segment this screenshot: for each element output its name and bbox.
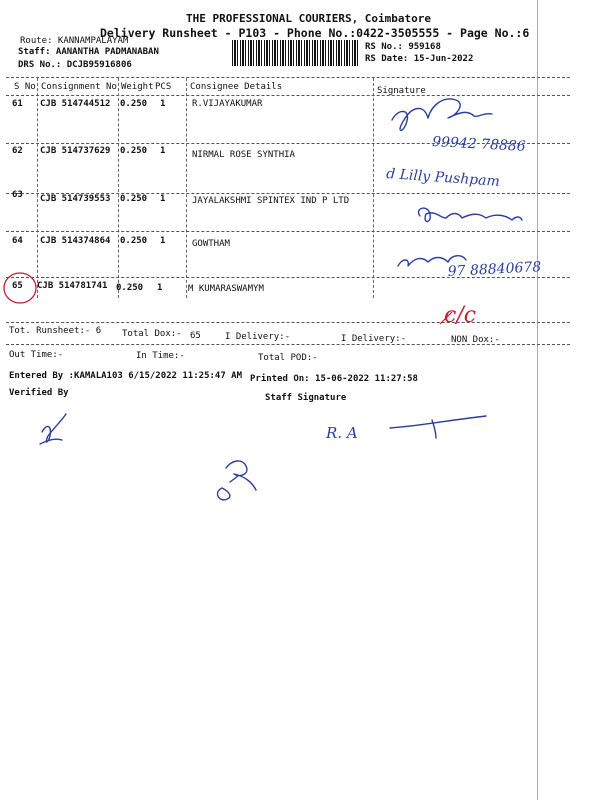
handwriting-row61: 99942 78886: [431, 134, 527, 155]
verified-sign-mark: [40, 414, 66, 444]
col-consignee: Consignee Details: [190, 82, 283, 92]
drs-number: DRS No.: DCJB95916806: [18, 60, 132, 70]
col-consignment: Consignment No: [41, 82, 117, 92]
signature-row61-scribble: [392, 99, 492, 130]
row-pcs: 1: [160, 146, 166, 156]
row-sno: 64: [12, 236, 23, 246]
staff-sign-dash: [390, 416, 486, 428]
row-consignee: JAYALAKSHMI SPINTEX IND P LTD: [192, 196, 350, 206]
row-pcs: 1: [160, 236, 166, 246]
row-consignment: CJB 514781741: [37, 281, 108, 291]
row-pcs: 1: [160, 99, 166, 109]
i-delivery-label-2: I Delivery:-: [341, 334, 407, 344]
non-dox-label: NON Dox:-: [451, 335, 500, 345]
row-weight: 0.250: [120, 99, 148, 109]
row-consignment: CJB 514739553: [40, 194, 111, 204]
row-sno: 62: [12, 146, 23, 156]
staff-label: Staff: AANANTHA PADMANABAN: [18, 47, 159, 57]
row-sno: 61: [12, 99, 23, 109]
handwriting-row62: d Lilly Pushpam: [385, 166, 501, 190]
col-weight: Weight: [121, 82, 154, 92]
col-signature: Signature: [377, 86, 426, 96]
in-time: In Time:-: [136, 351, 185, 361]
row-consignment: CJB 514374864: [40, 236, 111, 246]
rs-number: RS No.: 959168: [365, 42, 441, 52]
col-sno: S No: [14, 82, 36, 92]
row-sno: 63: [12, 190, 23, 200]
total-runsheet: Tot. Runsheet:- 6: [9, 326, 102, 336]
staff-signature-label: Staff Signature: [265, 393, 347, 403]
row-consignee: GOWTHAM: [192, 239, 230, 249]
verified-by: Verified By: [9, 388, 69, 398]
row-consignee: M KUMARASWAMYM: [188, 284, 264, 294]
company-name: THE PROFESSIONAL COURIERS, Coimbatore: [186, 12, 432, 25]
handwriting-staff-sign: R. A: [326, 424, 358, 442]
entered-by: Entered By :KAMALA103 6/15/2022 11:25:47 AM: [9, 371, 242, 381]
row-weight: 0.250: [120, 236, 148, 246]
signature-row63-scribble: [419, 208, 522, 221]
runsheet-title: Delivery Runsheet - P103 - Phone No.:0422-3505555 - Page No.:6: [100, 26, 530, 40]
row-weight: 0.250: [116, 283, 144, 293]
total-pod: Total POD:-: [258, 353, 318, 363]
row-consignment: CJB 514737629: [40, 146, 111, 156]
row-pcs: 1: [157, 283, 163, 293]
row-pcs: 1: [160, 194, 166, 204]
row-weight: 0.250: [120, 146, 148, 156]
row-sno: 65: [12, 281, 23, 291]
row65-circle-mark: [4, 273, 36, 303]
total-dox-value: 65: [190, 331, 201, 341]
row-weight: 0.250: [120, 194, 148, 204]
handwriting-row64: 97 88840678: [447, 259, 542, 280]
route-label: Route: KANNAMPALAYAM: [20, 36, 129, 46]
row-consignee: NIRMAL ROSE SYNTHIA: [192, 150, 295, 160]
row-consignee: R.VIJAYAKUMAR: [192, 99, 263, 109]
out-time: Out Time:-: [9, 350, 64, 360]
row-consignment: CJB 514744512: [40, 99, 111, 109]
rs-date: RS Date: 15-Jun-2022: [365, 54, 474, 64]
printed-on: Printed On: 15-06-2022 11:27:58: [250, 374, 418, 384]
total-dox-label: Total Dox:-: [122, 329, 182, 339]
i-delivery-label: I Delivery:-: [225, 332, 291, 342]
handwriting-row65: c/c: [444, 303, 477, 328]
stamp-scribble: [218, 461, 256, 500]
col-pcs: PCS: [155, 82, 172, 92]
